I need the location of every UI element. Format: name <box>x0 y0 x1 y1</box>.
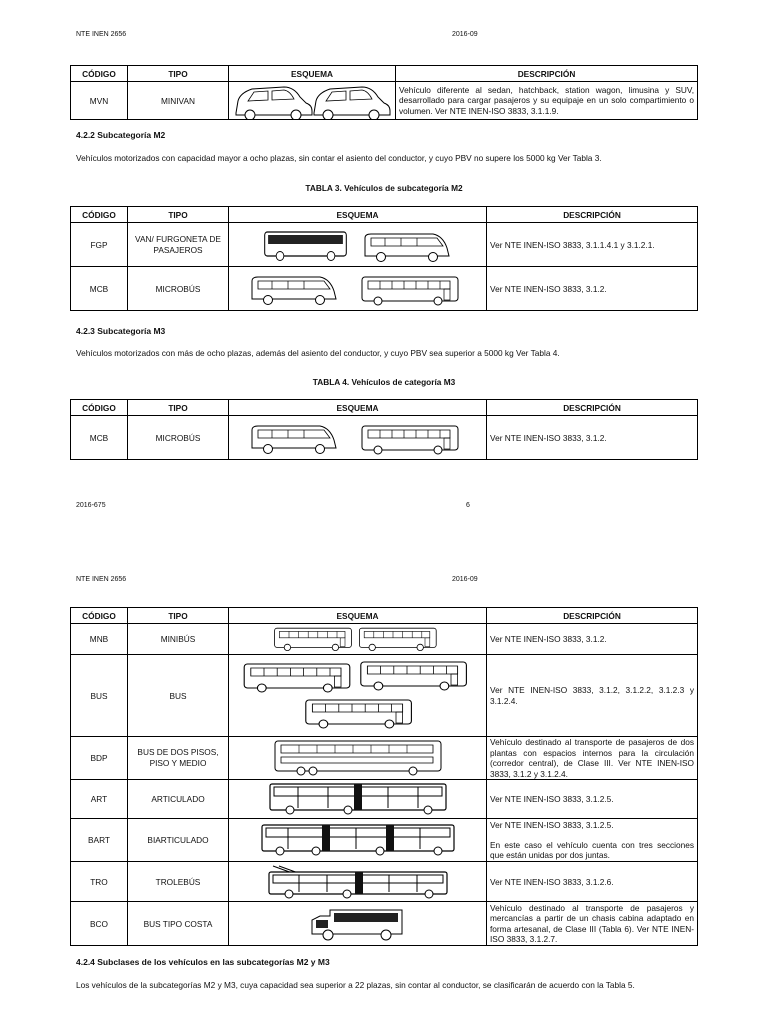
section-title-424: 4.2.4 Subclases de los vehículos en las subcategorías M2 y M3 <box>76 957 330 967</box>
table-row <box>71 223 698 267</box>
table-row <box>71 624 698 655</box>
header-right: 2016-09 <box>452 576 478 583</box>
cell-schema <box>229 223 487 267</box>
header-right: 2016-09 <box>452 31 478 38</box>
header-left: NTE INEN 2656 <box>76 576 127 583</box>
table-row <box>71 82 698 120</box>
cell-description: Ver NTE INEN-ISO 3833, 3.1.2.6. <box>487 862 698 902</box>
cell-type: MINIVAN <box>128 82 229 120</box>
cell-schema <box>229 655 487 737</box>
cell-schema <box>229 862 487 902</box>
header-left: NTE INEN 2656 <box>76 31 127 38</box>
description-line-1: Ver NTE INEN-ISO 3833, 3.1.2.5. <box>490 819 614 830</box>
section-title-m3: 4.2.3 Subcategoría M3 <box>76 326 166 336</box>
section-title-m2: 4.2.2 Subcategoría M2 <box>76 130 166 140</box>
col-type: TIPO <box>128 207 229 223</box>
cell-code: FGP <box>71 223 128 267</box>
table-row <box>71 862 698 902</box>
coastal-bus-sketch <box>308 906 408 942</box>
col-type: TIPO <box>128 66 229 82</box>
trolleybus-sketch <box>265 864 451 900</box>
cell-description: Ver NTE INEN-ISO 3833, 3.1.2. <box>487 267 698 311</box>
microbus-sketch <box>250 420 466 456</box>
table-header-row <box>71 400 698 416</box>
paragraph-m3: Vehículos motorizados con más de ocho plazas, además del asiento del conductor, y cuyo PBV sea superior a 5000 kg Ver Tabla 4. <box>76 348 560 358</box>
col-description: DESCRIPCIÓN <box>487 400 698 416</box>
table-3 <box>70 206 698 311</box>
double-deck-bus-sketch <box>273 739 443 777</box>
cell-type: BUS TIPO COSTA <box>128 902 229 946</box>
articulated-bus-sketch <box>268 782 448 816</box>
table-4 <box>70 399 698 460</box>
table4-caption: TABLA 4. Vehículos de categoría M3 <box>312 377 456 387</box>
cell-type: ARTICULADO <box>128 780 229 819</box>
bus-sketch <box>242 658 474 734</box>
table-row <box>71 416 698 460</box>
table-row <box>71 902 698 946</box>
col-description: DESCRIPCIÓN <box>487 608 698 624</box>
table-header-row <box>71 66 698 82</box>
minibus-sketch <box>273 625 443 653</box>
col-code: CÓDIGO <box>71 400 128 416</box>
cell-type: MINIBÚS <box>128 624 229 655</box>
cell-code: BART <box>71 819 128 862</box>
table-row <box>71 267 698 311</box>
col-schema: ESQUEMA <box>229 66 396 82</box>
table3-caption: TABLA 3. Vehículos de subcategoría M2 <box>305 183 463 193</box>
cell-type: MICROBÚS <box>128 267 229 311</box>
table-row <box>71 737 698 780</box>
col-schema: ESQUEMA <box>229 400 487 416</box>
cell-code: BDP <box>71 737 128 780</box>
paragraph-m2: Vehículos motorizados con capacidad mayor a ocho plazas, sin contar el asiento del conductor, y cuyo PBV no supere los 5000 kg Ver Tabla 3. <box>76 153 602 163</box>
cell-code: MVN <box>71 82 128 120</box>
table-mvn <box>70 65 698 120</box>
table-m3-types <box>70 607 698 946</box>
cell-schema <box>229 82 396 120</box>
cell-schema <box>229 267 487 311</box>
description-line-2: En este caso el vehículo cuenta con tres secciones que están unidas por dos juntas. <box>490 839 694 861</box>
cell-type: BIARTICULADO <box>128 819 229 862</box>
col-description: DESCRIPCIÓN <box>396 66 698 82</box>
cell-description: Vehículo destinado al transporte de pasajeros de dos plantas con espacios internos para la circulación (corredor central), de Clase III. Ver NTE INEN-ISO 3833, 3.1.2 y 3.1.2.4. <box>487 737 698 780</box>
col-type: TIPO <box>128 400 229 416</box>
col-type: TIPO <box>128 608 229 624</box>
cell-description: Ver NTE INEN-ISO 3833, 3.1.1.4.1 y 3.1.2.1. <box>487 223 698 267</box>
table-row <box>71 780 698 819</box>
col-code: CÓDIGO <box>71 66 128 82</box>
cell-code: TRO <box>71 862 128 902</box>
cell-type: BUS DE DOS PISOS, PISO Y MEDIO <box>128 737 229 780</box>
table-header-row <box>71 608 698 624</box>
col-description: DESCRIPCIÓN <box>487 207 698 223</box>
cell-type: MICROBÚS <box>128 416 229 460</box>
cell-type: BUS <box>128 655 229 737</box>
col-code: CÓDIGO <box>71 207 128 223</box>
table-row <box>71 819 698 862</box>
footer-page-number: 6 <box>466 502 470 509</box>
cell-description: Ver NTE INEN-ISO 3833, 3.1.2.5. <box>487 780 698 819</box>
footer-left: 2016-675 <box>76 502 106 509</box>
cell-code: MNB <box>71 624 128 655</box>
cell-schema <box>229 416 487 460</box>
cell-type: TROLEBÚS <box>128 862 229 902</box>
cell-code: MCB <box>71 267 128 311</box>
cell-description: Ver NTE INEN-ISO 3833, 3.1.2. <box>487 624 698 655</box>
cell-description: Vehículo destinado al transporte de pasajeros y mercancías a partir de un chasis cabina adaptado en forma artesanal, de Clase III (Tabla 6). Ver NTE INEN-ISO 3833, 3.1.2.7. <box>487 902 698 946</box>
biarticulated-bus-sketch <box>260 823 456 857</box>
cell-code: BUS <box>71 655 128 737</box>
cell-code: BCO <box>71 902 128 946</box>
cell-schema <box>229 624 487 655</box>
cell-code: ART <box>71 780 128 819</box>
table-row <box>71 655 698 737</box>
cell-description: Vehículo diferente al sedan, hatchback, station wagon, limusina y SUV, desarrollado para cargar pasajeros y su equipaje en un solo compartimiento o volumen. Ver NTE INEN-ISO 3833, 3.1.1.9. <box>396 82 698 120</box>
col-schema: ESQUEMA <box>229 608 487 624</box>
van-sketch <box>263 228 453 262</box>
minivan-sketch <box>232 83 392 119</box>
cell-description: Ver NTE INEN-ISO 3833, 3.1.2, 3.1.2.2, 3.1.2.3 y 3.1.2.4. <box>487 655 698 737</box>
col-schema: ESQUEMA <box>229 207 487 223</box>
cell-code: MCB <box>71 416 128 460</box>
cell-type: VAN/ FURGONETA DE PASAJEROS <box>128 223 229 267</box>
cell-schema <box>229 902 487 946</box>
cell-description: Ver NTE INEN-ISO 3833, 3.1.2. <box>487 416 698 460</box>
table-header-row <box>71 207 698 223</box>
paragraph-424: Los vehículos de la subcategorías M2 y M3, cuya capacidad sea superior a 22 plazas, sin contar al conductor, se clasificarán de acuerdo con la Tabla 5. <box>76 980 635 990</box>
microbus-sketch <box>250 271 466 307</box>
cell-schema <box>229 780 487 819</box>
cell-schema <box>229 819 487 862</box>
cell-description <box>487 819 698 862</box>
col-code: CÓDIGO <box>71 608 128 624</box>
cell-schema <box>229 737 487 780</box>
